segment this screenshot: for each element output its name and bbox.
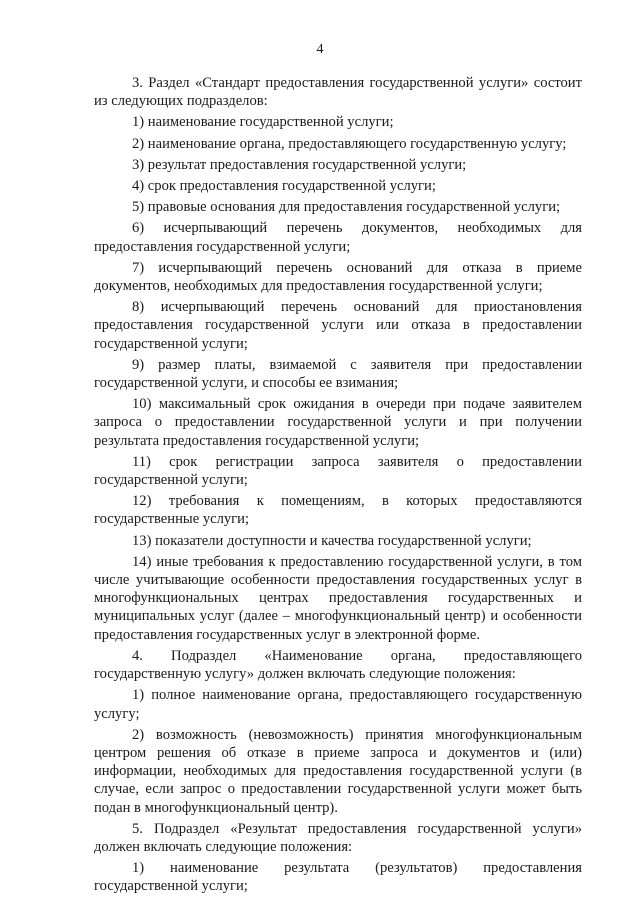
paragraph: 5. Подраздел «Результат предоставления государственной услуги» должен включать следующие положения:	[94, 820, 582, 855]
list-item: 8) исчерпывающий перечень оснований для приостановления предоставления государственной услуги или отказа в предоставлении государственной услуги;	[94, 299, 582, 352]
list-item: 14) иные требования к предоставлению государственной услуги, в том числе учитывающие особенности предоставления государственных услуг в многофункциональных центрах предоставления государственных и муниципальных услуг (далее – многофункциональный центр) и особенности предоставления государственных услуг в электронной форме.	[94, 553, 582, 643]
list-item: 7) исчерпывающий перечень оснований для отказа в приеме документов, необходимых для предоставления государственной услуги;	[94, 259, 582, 295]
list-item: 9) размер платы, взимаемой с заявителя при предоставлении государственной услуги, и способы ее взимания;	[94, 356, 582, 392]
list-item: 2) возможность (невозможность) принятия многофункциональным центром решения об отказе в приеме запроса и документов и (или) информации, необходимых для предоставления государственной услуги (в случае, если запрос о предоставлении государственной услуги может быть подан в многофункциональный центр).	[94, 726, 582, 816]
list-item: 1) полное наименование органа, предоставляющего государственную услугу;	[94, 687, 582, 722]
list-item: 5) правовые основания для предоставления государственной услуги;	[132, 199, 561, 216]
paragraph: 4. Подраздел «Наименование органа, предоставляющего государственную услугу» должен включать следующие положения:	[94, 647, 582, 683]
list-item: 10) максимальный срок ожидания в очереди при подаче заявителем запроса о предоставлении государственной услуги и при получении результата предоставления государственной услуги;	[94, 396, 582, 449]
document-body	[94, 74, 582, 899]
list-item: 6) исчерпывающий перечень документов, необходимых для предоставления государственной услуги;	[94, 220, 582, 255]
list-item: 4) срок предоставления государственной услуги;	[132, 178, 436, 195]
list-item: 11) срок регистрации запроса заявителя о предоставлении государственной услуги;	[94, 453, 582, 489]
list-item: 13) показатели доступности и качества государственной услуги;	[132, 532, 532, 549]
paragraph: 3. Раздел «Стандарт предоставления государственной услуги» состоит из следующих подразделов:	[94, 75, 582, 110]
page-number: 4	[316, 42, 324, 57]
list-item: 2) наименование органа, предоставляющего государственную услугу;	[132, 135, 567, 152]
list-item: 1) наименование результата (результатов) предоставления государственной услуги;	[94, 860, 582, 895]
list-item: 3) результат предоставления государственной услуги;	[132, 156, 467, 173]
list-item: 12) требования к помещениям, в которых предоставляются государственные услуги;	[94, 493, 582, 528]
list-item: 1) наименование государственной услуги;	[132, 114, 394, 131]
